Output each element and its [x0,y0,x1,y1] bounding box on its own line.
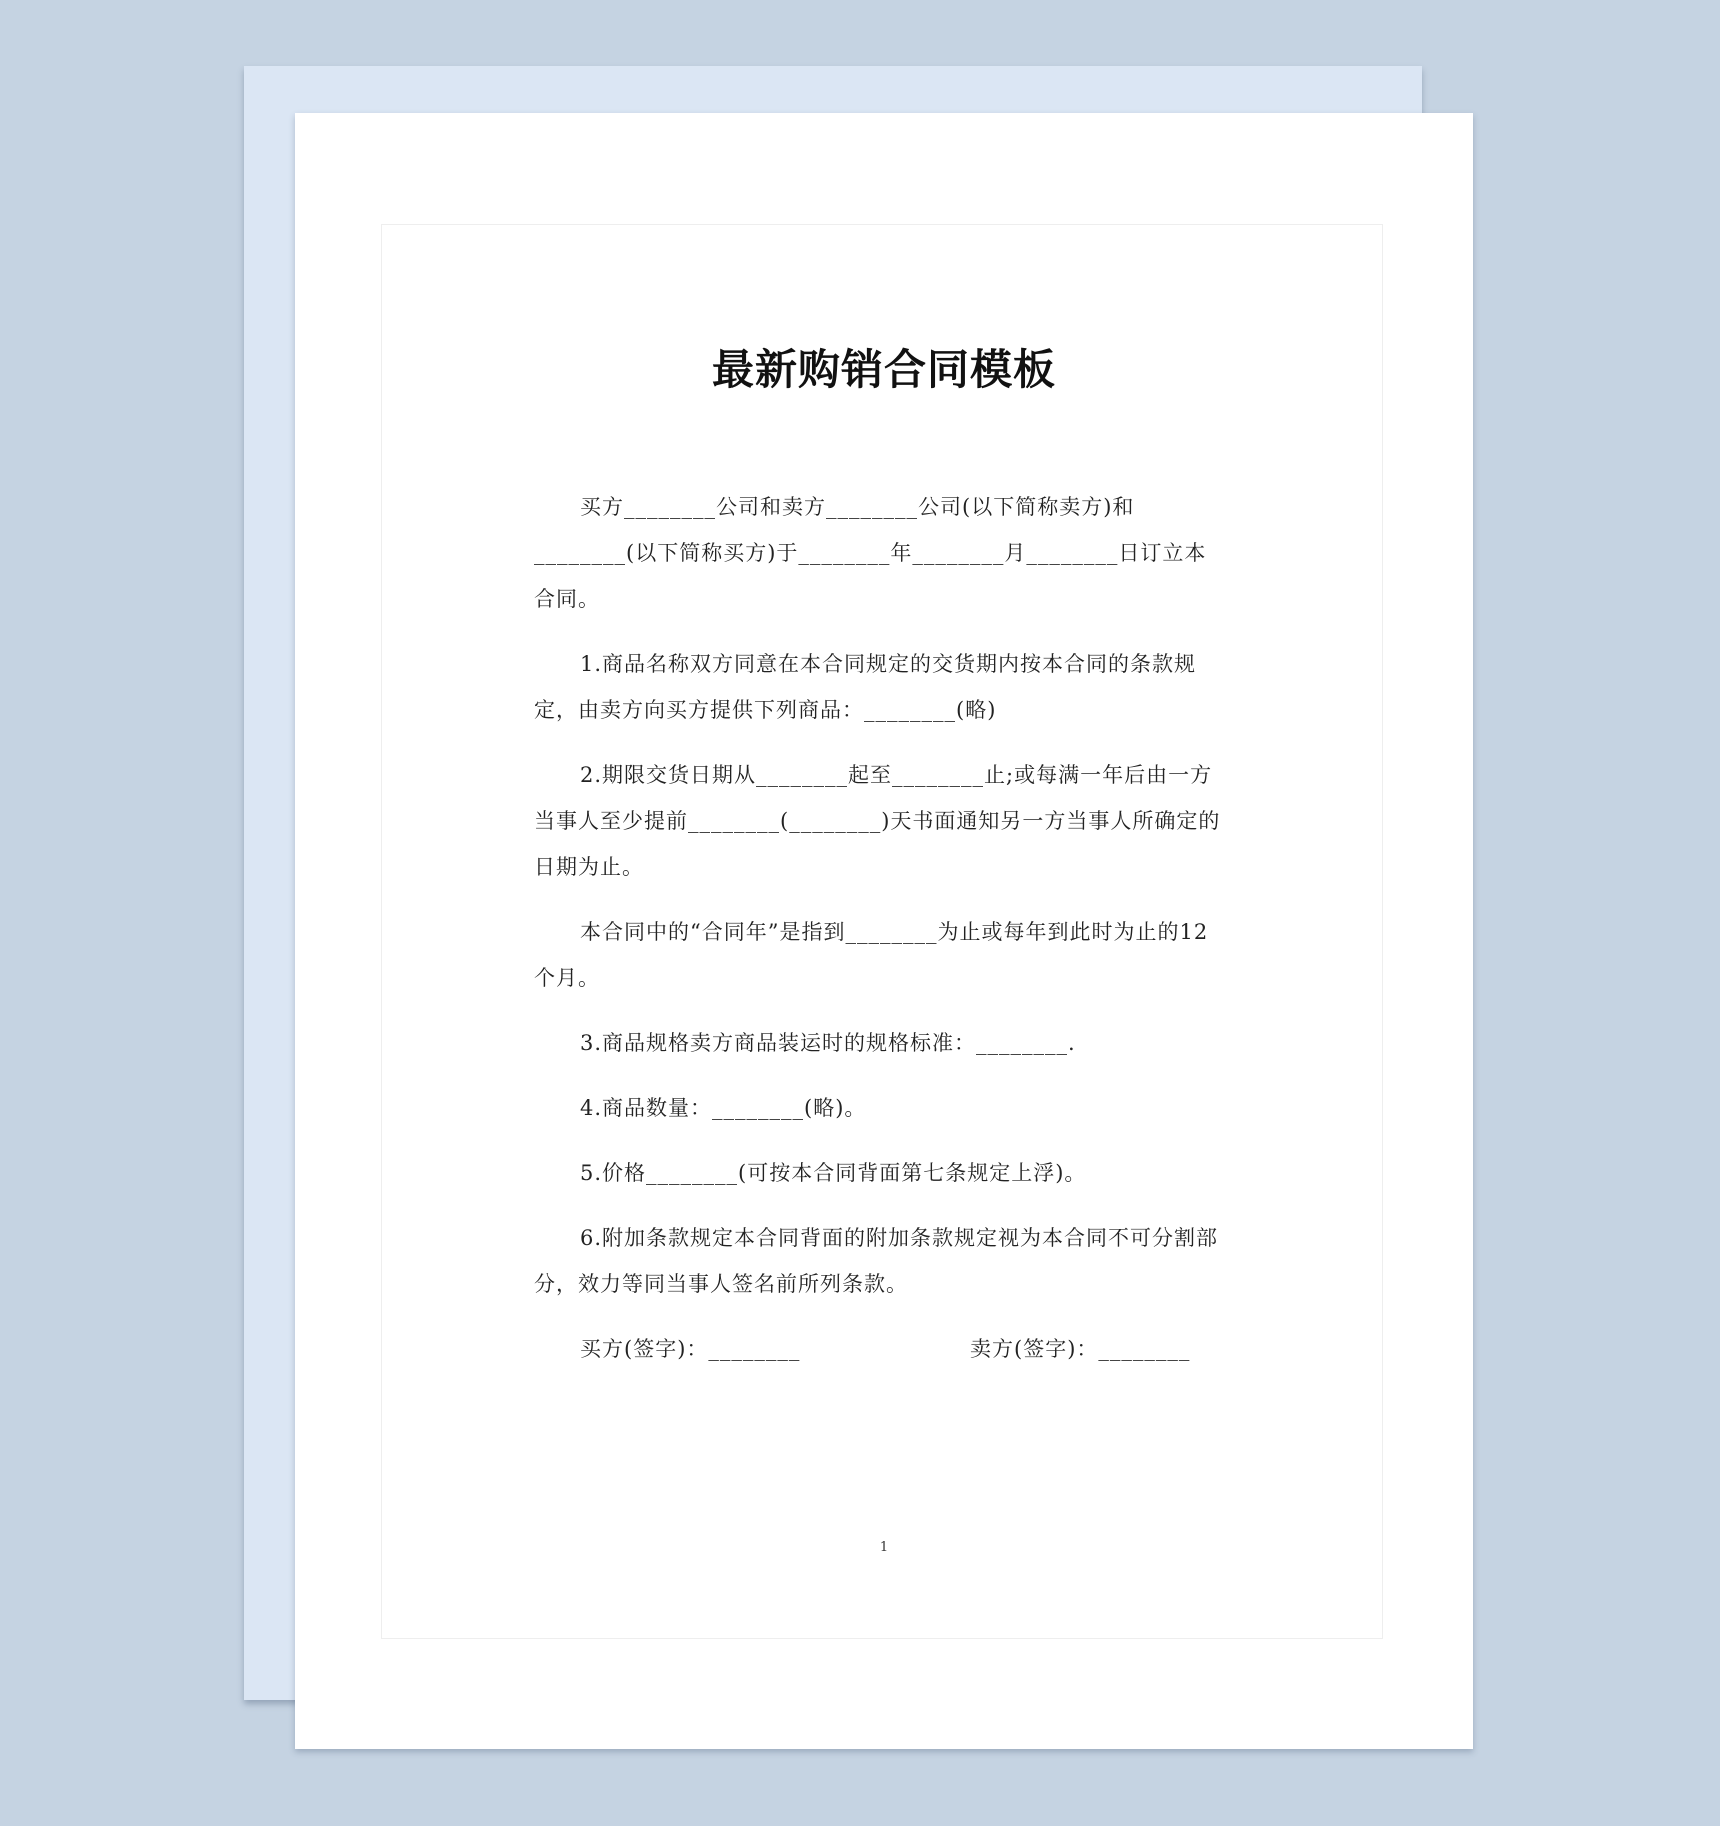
paragraph-quantity: 4.商品数量：________(略)。 [580,1096,867,1120]
paragraph-additional-terms: 6.附加条款规定本合同背面的附加条款规定视为本合同不可分割部分，效力等同当事人签名前所列条款。 [534,1226,1219,1296]
paragraph-goods-name: 1.商品名称双方同意在本合同规定的交货期内按本合同的条款规定，由卖方向买方提供下列商品：________(略) [534,652,1197,722]
buyer-signature: 买方(签字)：________ [580,1337,801,1361]
document-body [534,484,1224,1372]
document-title: 最新购销合同模板 [711,345,1056,394]
signature-row [534,1326,1224,1372]
paragraph-price: 5.价格________(可按本合同背面第七条规定上浮)。 [580,1161,1087,1185]
paragraph-intro: 买方________公司和卖方________公司(以下简称卖方)和________(以下简称买方)于________年________月________日订立本合同。 [534,495,1207,611]
seller-signature: 卖方(签字)：________ [970,1337,1191,1361]
paragraph-contract-year: 本合同中的“合同年”是指到________为止或每年到此时为止的12个月。 [534,920,1209,990]
paragraph-delivery-term: 2.期限交货日期从________起至________止;或每满一年后由一方当事人至少提前________(________)天书面通知另一方当事人所确定的日期为止。 [534,763,1221,879]
page-number: 1 [879,1540,889,1555]
document-page [295,113,1473,1749]
paragraph-specification: 3.商品规格卖方商品装运时的规格标准：________. [580,1031,1076,1055]
